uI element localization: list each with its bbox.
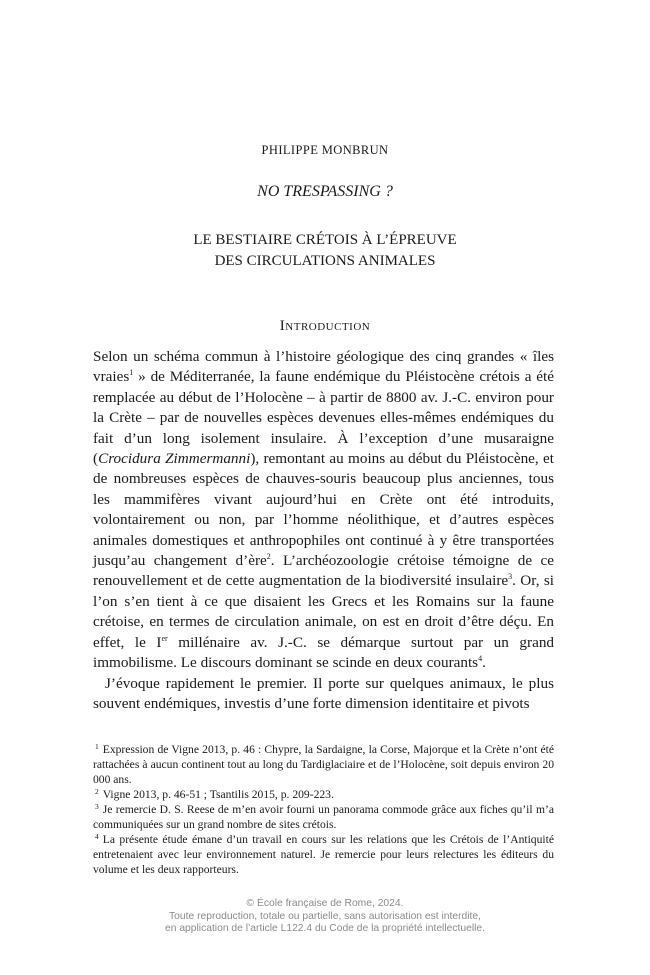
text-run: ), remontant au moins au début du Pléistocène, et de nombreuses espèces de chauves-souris beaucoup plus anciennes, tous les mammifères vivant aujourd’hui en Crète ont été introduits, volontairement ou non, par l’homme néolithique, et d’autres espèces animales domestiques et anthropophiles ont continué à y être transportées jusqu’au changement d’ère	[93, 450, 554, 570]
footnote	[93, 802, 554, 832]
text-run: Selon un schéma commun à l’histoire géologique des cinq grandes « îles vraies	[93, 348, 554, 386]
footnote-number: 1	[95, 742, 99, 751]
footnote-text: Vigne 2013, p. 46-51 ; Tsantilis 2015, p. 209-223.	[102, 788, 334, 801]
copyright-line: © École française de Rome, 2024.	[246, 898, 404, 909]
footnote-ref[interactable]: 3	[508, 572, 513, 582]
copyright-line: en application de l’article L122.4 du Code de la propriété intellectuelle.	[165, 923, 485, 934]
footnote-number: 4	[95, 832, 99, 841]
text-run: millénaire av. J.-C. se démarque surtout par un grand immobilisme. Le discours dominant se scinde en deux courants	[93, 633, 555, 672]
footnote-number: 2	[95, 787, 99, 796]
article-subtitle	[0, 230, 650, 272]
body-text	[93, 347, 554, 714]
footnote-text: Je remercie D. S. Reese de m’en avoir fourni un panorama commode grâce aux fiches qu’il m’a communiquées sur un grand nombre de sites crétois.	[93, 803, 554, 831]
species-name: Crocidura Zimmermanni	[98, 450, 251, 468]
footnote-text: La présente étude émane d’un travail en cours sur les relations que les Crétois de l’Antiquité entretenaient avec leur environnement naturel. Je remercie pour leurs relectures les éditeurs du volume et les deux rapporteurs.	[93, 833, 554, 876]
section-heading: Introduction	[279, 318, 371, 334]
footnote	[93, 742, 554, 787]
text-run: . L’archéozoologie crétoise témoigne de ce renouvellement et de cette augmentation de la biodiversité insulaire	[93, 552, 554, 590]
footnote	[93, 832, 554, 877]
paragraph: J’évoque rapidement le premier. Il porte sur quelques animaux, le plus souvent endémiques, investis d’une forte dimension identitaire et pivots	[93, 674, 554, 712]
text-run: » de Méditerranée, la faune endémique du Pléistocène crétois a été remplacée au début de l’Holocène – à partir de 8800 av. J.-C. environ pour la Crète – par de nouvelles espèces devenues elles-mêmes endémiques du fait d’un long isolement insulaire. À l’exception d’une musaraigne (	[93, 368, 554, 468]
footnote-text: Expression de Vigne 2013, p. 46 : Chypre, la Sardaigne, la Corse, Majorque et la Crète n’ont été rattachées à aucun continent tout au long du Tardiglaciaire et de l’Holocène, soit depuis environ 20 000 ans.	[93, 743, 554, 786]
copyright-notice	[0, 898, 650, 936]
article-title: NO TRESPASSING ?	[257, 183, 393, 200]
paragraph	[93, 347, 554, 674]
author-name: PHILIPPE MONBRUN	[261, 143, 389, 157]
footnote-ref[interactable]: 4	[478, 654, 483, 664]
ordinal-suffix: er	[161, 633, 168, 643]
footnotes	[93, 742, 554, 877]
footnote	[93, 787, 554, 802]
text-run: . Or, si l’on s’en tient à ce que disaient les Grecs et les Romains sur la faune crétoise, en termes de circulation animale, on est en droit d’être déçu. En effet, le I	[93, 572, 554, 651]
subtitle-line: LE BESTIAIRE CRÉTOIS À L’ÉPREUVE	[193, 232, 457, 248]
footnote-ref[interactable]: 2	[266, 552, 271, 562]
footnote-number: 3	[95, 802, 99, 811]
text-run: .	[482, 654, 486, 672]
copyright-line: Toute reproduction, totale ou partielle, sans autorisation est interdite,	[169, 910, 481, 922]
subtitle-line: DES CIRCULATIONS ANIMALES	[214, 253, 436, 269]
footnote-ref[interactable]: 1	[129, 368, 134, 378]
